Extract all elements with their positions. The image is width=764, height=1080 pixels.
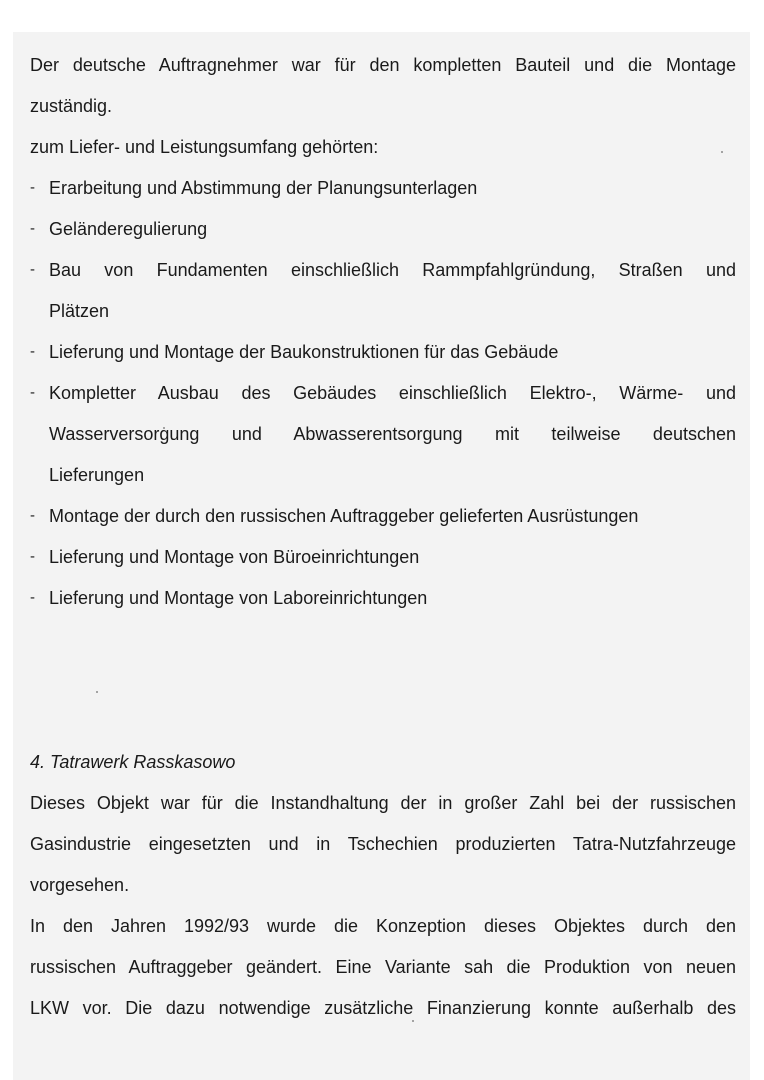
- bullet-text: Lieferung und Montage der Baukonstruktionen für das Gebäude: [49, 342, 559, 362]
- bullet-item: [30, 255, 736, 296]
- bullet-text: Lieferung und Montage von Laboreinrichtungen: [49, 588, 428, 608]
- paragraph-line: Gasindustrie eingesetzten und in Tschechien produzierten Tatra-Nutzfahrzeuge: [30, 834, 736, 854]
- intro-line: Der deutsche Auftragnehmer war für den kompletten Bauteil und die Montage: [30, 55, 736, 75]
- document-body: [30, 50, 736, 1034]
- bullet-dash: -: [30, 507, 35, 524]
- paragraph-line: LKW vor. Die dazu notwendige zusätzliche Finanzierung konnte außerhalb des: [30, 998, 736, 1018]
- blank-space: [30, 624, 736, 747]
- bullet-item: [30, 173, 736, 214]
- bullet-text: Erarbeitung und Abstimmung der Planungsunterlagen: [49, 178, 478, 198]
- paragraph: [30, 788, 736, 911]
- bullet-item: [30, 501, 736, 542]
- bullet-text: Kompletter Ausbau des Gebäudes einschließlich Elektro-, Wärme- und: [49, 383, 736, 403]
- paragraph-line: vorgesehen.: [30, 875, 130, 895]
- bullet-continuation: Lieferungen: [49, 465, 145, 485]
- bullet-list: [30, 173, 736, 624]
- section-heading: 4. Tatrawerk Rasskasowo: [30, 752, 236, 772]
- bullet-item: [30, 583, 736, 624]
- bullet-dash: -: [30, 220, 35, 237]
- bullet-item: [30, 542, 736, 583]
- bullet-dash: -: [30, 548, 35, 565]
- bullet-text: Bau von Fundamenten einschließlich Rammpfahlgründung, Straßen und: [49, 260, 736, 280]
- bullet-item: [30, 337, 736, 378]
- paragraph: [30, 911, 736, 1034]
- paragraph-line: In den Jahren 1992/93 wurde die Konzeption dieses Objektes durch den: [30, 916, 736, 936]
- bullet-dash: -: [30, 179, 35, 196]
- bullet-continuation: Plätzen: [49, 301, 110, 321]
- bullet-dash: -: [30, 261, 35, 278]
- bullet-dash: -: [30, 589, 35, 606]
- document-page: [13, 32, 750, 1080]
- paragraph-line: Dieses Objekt war für die Instandhaltung der in großer Zahl bei der russischen: [30, 793, 736, 813]
- bullet-continuation: Wasserversorgung und Abwasserentsorgung mit teilweise deutschen: [49, 424, 736, 444]
- intro-line: zuständig.: [30, 96, 113, 116]
- bullet-item: [30, 378, 736, 419]
- paragraph-line: russischen Auftraggeber geändert. Eine Variante sah die Produktion von neuen: [30, 957, 736, 977]
- bullet-item: [30, 214, 736, 255]
- bullet-text: Lieferung und Montage von Büroeinrichtungen: [49, 547, 420, 567]
- intro-line: zum Liefer- und Leistungsumfang gehörten:: [30, 137, 379, 157]
- bullet-dash: -: [30, 384, 35, 401]
- bullet-text: Geländeregulierung: [49, 219, 208, 239]
- bullet-text: Montage der durch den russischen Auftraggeber gelieferten Ausrüstungen: [49, 506, 639, 526]
- bullet-dash: -: [30, 343, 35, 360]
